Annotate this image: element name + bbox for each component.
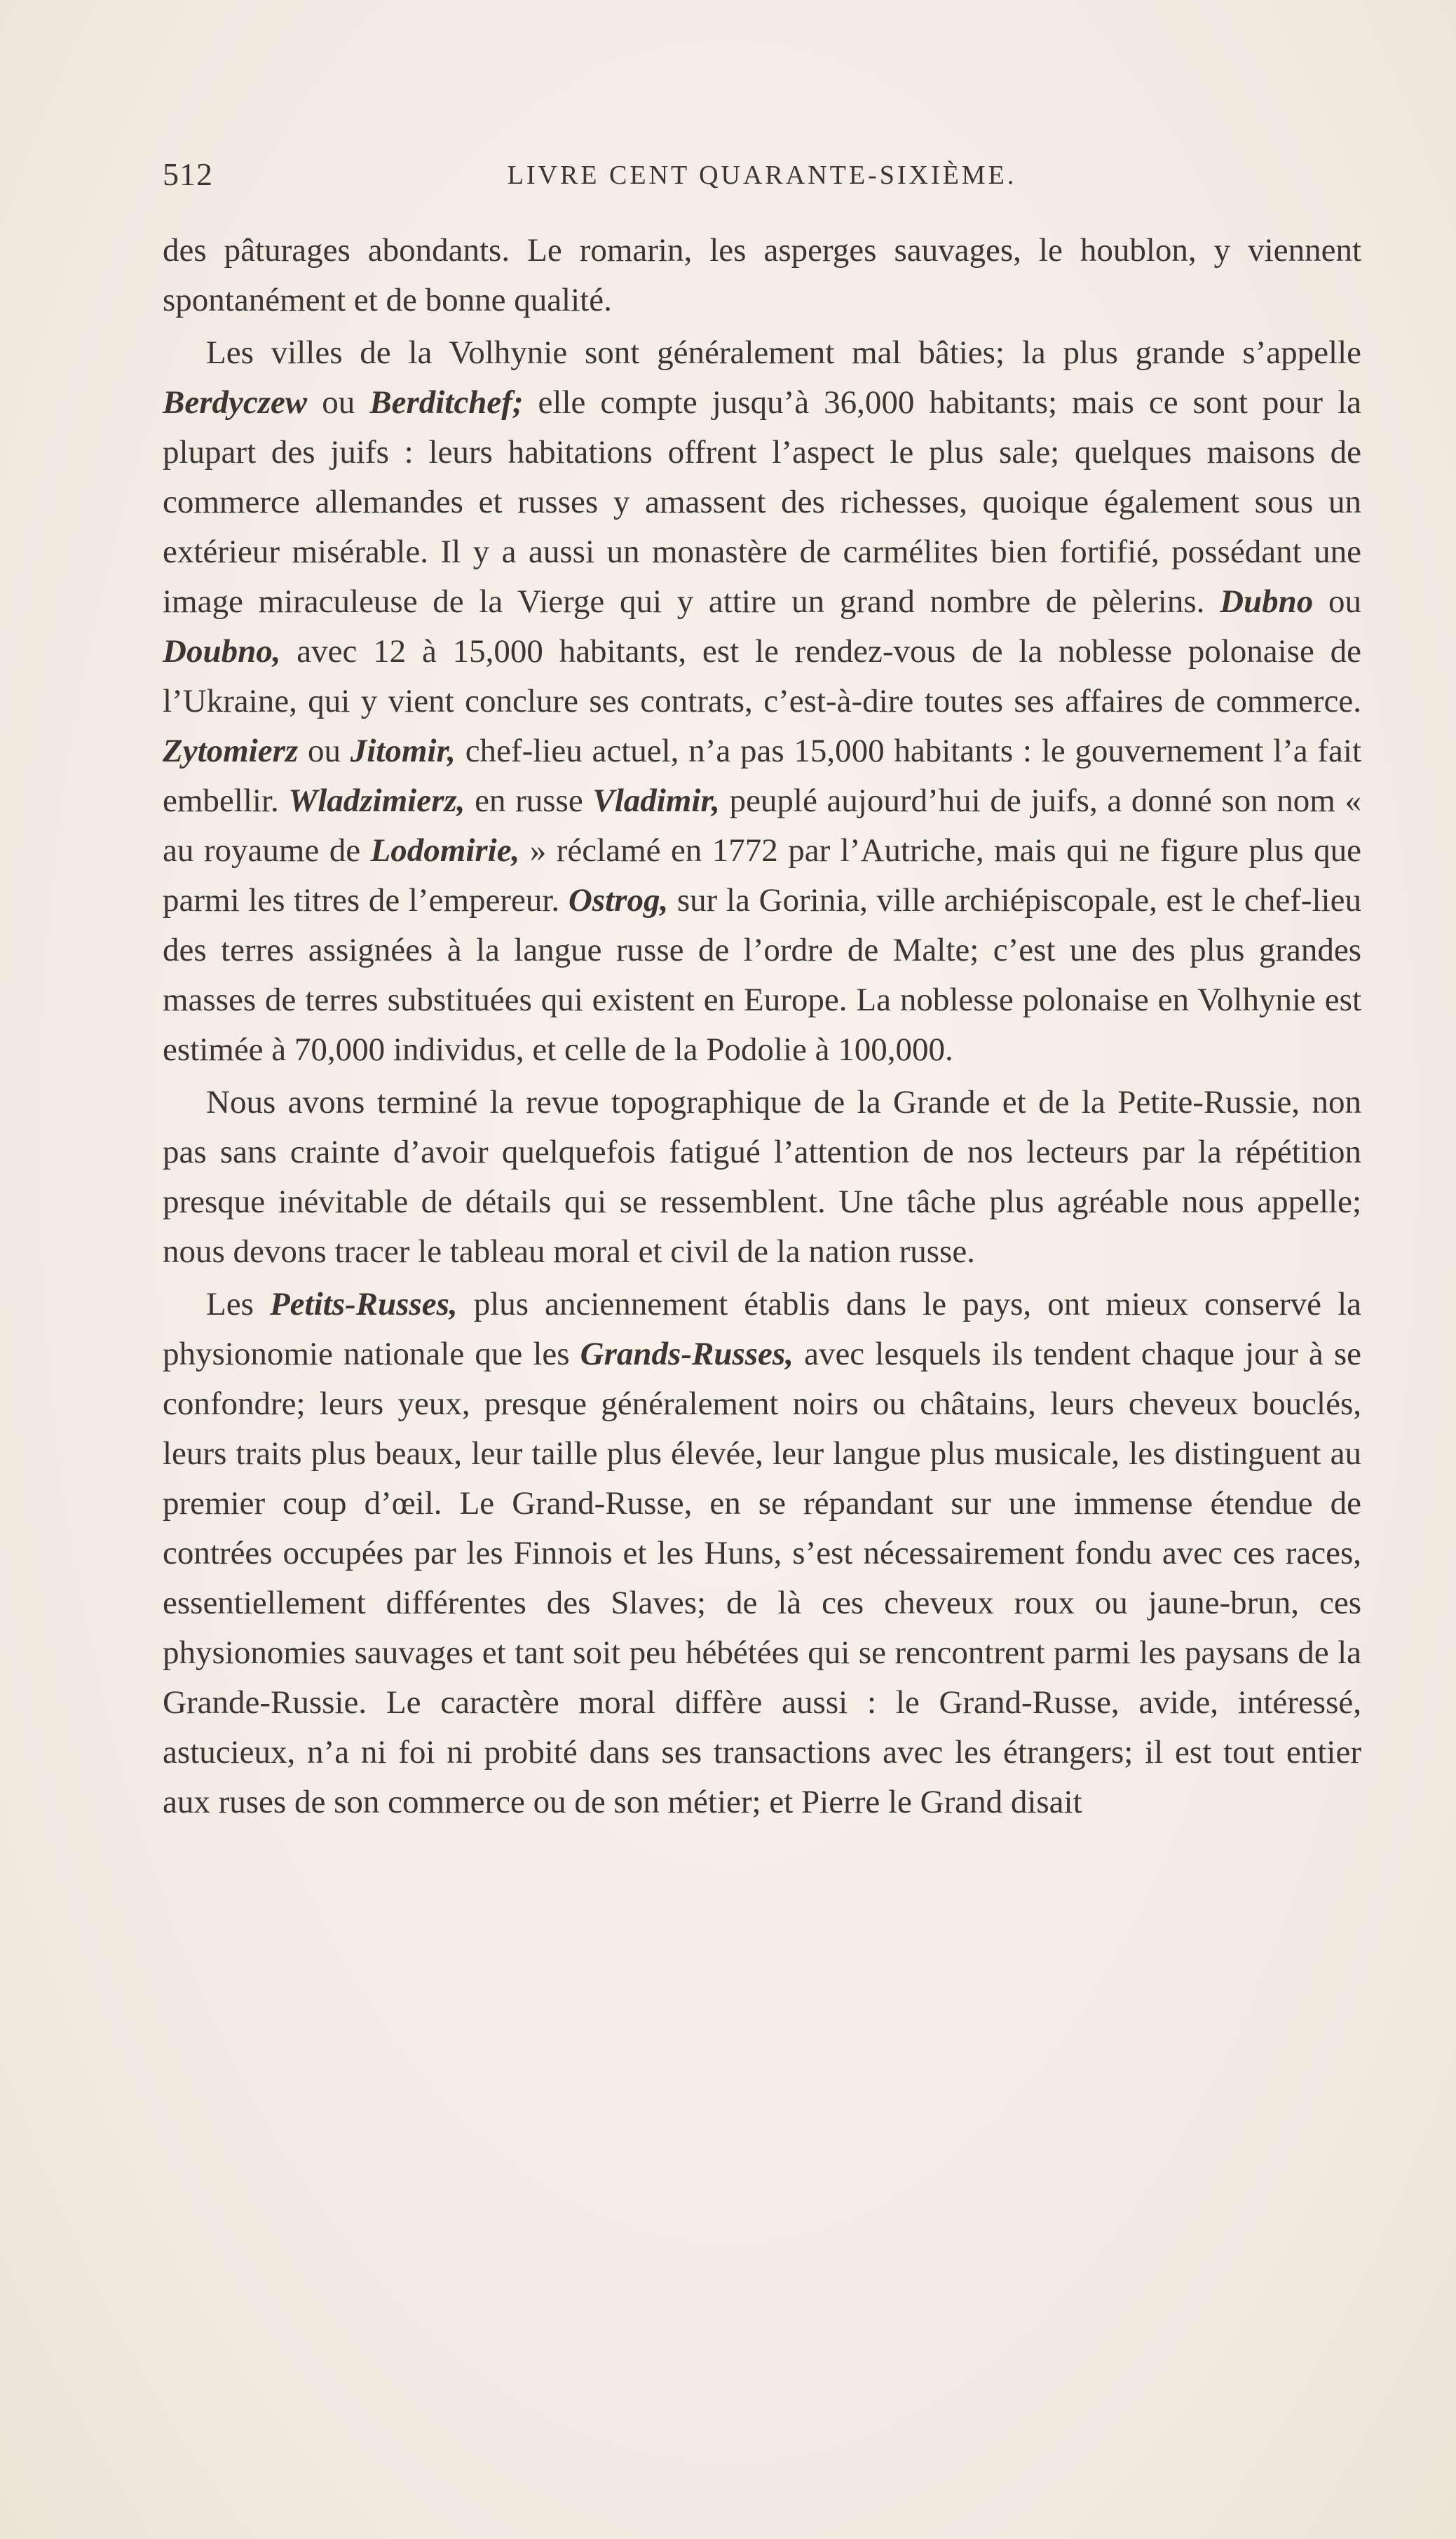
text-run: elle compte jusqu’à 36,000 habitants; mais ce sont pour la plupart des juifs : leurs habitations offrent l’aspect le plus sale; quelques maisons de commerce allemandes et russes y amassent des richesses, quoique également sous un extérieur misérable. Il y a aussi un monastère de carmélites bien fortifié, possédant une image miraculeuse de la Vierge qui y attire un grand nombre de pèlerins. [163, 384, 1361, 620]
paragraph-4 [163, 1280, 1361, 1827]
text-run: ou [307, 384, 370, 421]
body-text [163, 226, 1361, 1830]
italic-term: Petits-Russes, [269, 1286, 458, 1322]
italic-term: Dubno [1220, 583, 1314, 620]
italic-term: Berditchef; [369, 384, 524, 421]
text-run: peuplé aujourd’hui de juifs, a donné son nom « au royaume de [163, 783, 1361, 869]
text-run: » réclamé en 1772 par l’Autriche, mais qui ne figure plus que parmi les titres de l’empereur. [163, 832, 1361, 919]
text-run: ou [298, 733, 351, 769]
page-header [163, 156, 1361, 198]
text-run: Les villes de la Volhynie sont généralement mal bâties; la plus grande s’appelle [206, 334, 1361, 371]
text-run: des pâturages abondants. Le romarin, les asperges sauvages, le houblon, y viennent spontanément et de bonne qualité. [163, 232, 1361, 318]
italic-term: Zytomierz [163, 733, 299, 769]
text-run: avec 12 à 15,000 habitants, est le rendez-vous de la noblesse polonaise de l’Ukraine, qui y vient conclure ses contrats, c’est-à-dire toutes ses affaires de commerce. [163, 633, 1361, 719]
italic-term: Ostrog, [568, 882, 669, 919]
paragraph-1 [163, 226, 1361, 325]
text-run: chef-lieu actuel, n’a pas 15,000 habitants : le gouvernement l’a fait embellir. [163, 733, 1361, 819]
text-run: Les [206, 1286, 270, 1322]
italic-term: Wladzimierz, [288, 783, 465, 819]
text-run: avec lesquels ils tendent chaque jour à se confondre; leurs yeux, presque généralement noirs ou châtains, leurs cheveux bouclés, leurs traits plus beaux, leur taille plus élevée, leur langue plus musicale, les distinguent au premier coup d’œil. Le Grand-Russe, en se répandant sur une immense étendue de contrées occupées par les Finnois et les Huns, s’est nécessairement fondu avec ces races, essentiellement différentes des Slaves; de là ces cheveux roux ou jaune-brun, ces physionomies sauvages et tant soit peu hébétées qui se rencontrent parmi les paysans de la Grande-Russie. Le caractère moral diffère aussi : le Grand-Russe, avide, intéressé, astucieux, n’a ni foi ni probité dans ses transactions avec les étrangers; il est tout entier aux ruses de son commerce ou de son métier; et Pierre le Grand disait [163, 1336, 1361, 1820]
text-run: sur la Gorinia, ville archiépiscopale, est le chef-lieu des terres assignées à la langue russe de l’ordre de Malte; c’est une des plus grandes masses de terres substituées qui existent en Europe. La noblesse polonaise en Volhynie est estimée à 70,000 individus, et celle de la Podolie à 100,000. [163, 882, 1361, 1068]
text-run: ou [1313, 583, 1362, 620]
italic-term: Grands-Russes, [580, 1336, 794, 1372]
page-number: 512 [163, 156, 213, 192]
italic-term: Jitomir, [350, 733, 456, 769]
text-run: en russe [465, 783, 593, 819]
italic-term: Vladimir, [592, 783, 720, 819]
paragraph-2 [163, 328, 1361, 1075]
italic-term: Doubno, [163, 633, 281, 670]
paragraph-3 [163, 1078, 1361, 1277]
italic-term: Lodomirie, [370, 832, 520, 869]
italic-term: Berdyczew [163, 384, 308, 421]
running-title: LIVRE CENT QUARANTE-SIXIÈME. [507, 161, 1017, 190]
text-run: plus anciennement établis dans le pays, ont mieux conservé la physionomie nationale que les [163, 1286, 1361, 1372]
text-run: Nous avons terminé la revue topographique de la Grande et de la Petite-Russie, non pas sans crainte d’avoir quelquefois fatigué l’attention de nos lecteurs par la répétition presque inévitable de détails qui se ressemblent. Une tâche plus agréable nous appelle; nous devons tracer le tableau moral et civil de la nation russe. [163, 1084, 1361, 1270]
